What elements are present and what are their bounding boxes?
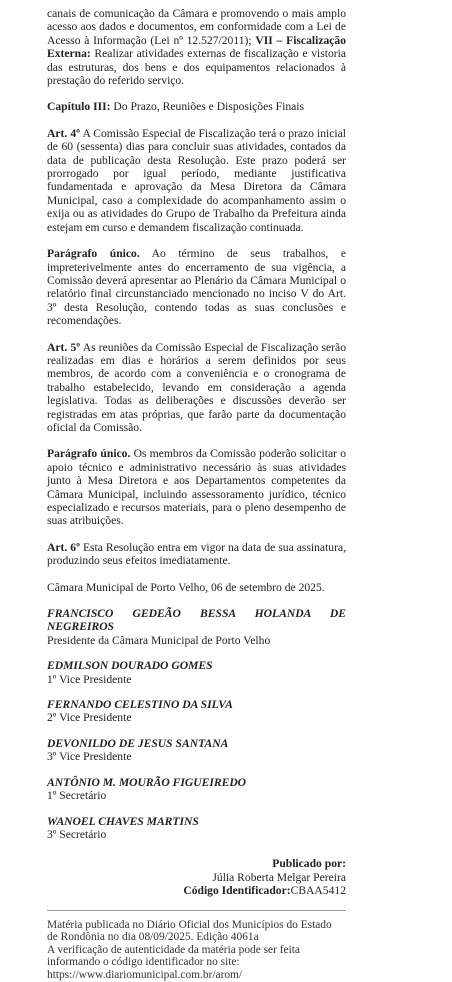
- footer-notice: [47, 919, 346, 982]
- article-5: [47, 341, 346, 435]
- place-date: Câmara Municipal de Porto Velho, 06 de setembro de 2025.: [47, 580, 325, 594]
- publication-info: [47, 857, 346, 897]
- identifier-code: CBAA5412: [290, 884, 346, 898]
- chapter-title: Do Prazo, Reuniões e Disposições Finais: [113, 100, 305, 114]
- footer-url: https://www.diariomunicipal.com.br/arom/: [47, 968, 243, 981]
- signatory-role: Presidente da Câmara Municipal de Porto Velho: [47, 633, 271, 647]
- article-5-text: As reuniões da Comissão Especial de Fiscalização serão realizadas em dias e horários a serem definidos por seus membros, de acordo com a conveniência e o cronograma de trabalho estabelecido, levando em consideração a agenda legislativa. Todas as deliberações e discussões deverão ser registradas em atas próprias, que farão parte da documentação oficial da Comissão.: [47, 340, 346, 434]
- vii-label: VII – Fiscalização Externa:: [47, 33, 347, 61]
- article-4-text: A Comissão Especial de Fiscalização terá o prazo inicial de 60 (sessenta) dias para concluir suas atividades, contados da data de publicação desta Resolução. Este prazo poderá ser prorrogado por igual período, mediante justificativa fundamentada e aprovação da Mesa Diretora da Câmara Municipal, caso a complexidade do acompanhamento assim o exija ou as atividades do Grupo de Trabalho da Prefeitura ainda estejam em curso e demandem fiscalização continuada.: [47, 126, 346, 234]
- chapter-label: Capítulo III:: [47, 100, 111, 114]
- signatory-role: 3º Secretário: [47, 827, 107, 841]
- intro-paragraph: [47, 7, 346, 87]
- document-page: [47, 7, 346, 982]
- article-4-label: Art. 4º: [47, 126, 80, 140]
- signature-block: [47, 698, 346, 725]
- article-5-label: Art. 5º: [47, 340, 81, 354]
- signatory-name: FRANCISCO GEDEÃO BESSA HOLANDA DE: [47, 607, 346, 621]
- signatory-role: 1º Secretário: [47, 789, 107, 803]
- intro-text: canais de comunicação da Câmara e promovendo o mais amplo acesso aos dados e documentos, em conformidade com a Lei de Acesso à Informação (Lei nº 12.527/2011);: [47, 7, 346, 47]
- vii-text: Realizar atividades externas de fiscalização e vistoria das estruturas, dos bens e dos equipamentos relacionados à prestação do referido serviço.: [47, 47, 346, 88]
- footer-line: A verificação de autenticidade da matéria pode ser feita: [47, 943, 300, 956]
- article-4: [47, 127, 346, 234]
- publisher-name: Júlia Roberta Melgar Pereira: [212, 870, 346, 884]
- signatory-name-continued: NEGREIROS: [47, 620, 115, 634]
- signature-block: [47, 659, 346, 686]
- signature-block: [47, 815, 346, 842]
- article-6-text: Esta Resolução entra em vigor na data de sua assinatura, produzindo seus efeitos imediatamente.: [47, 540, 346, 568]
- footer-line: Matéria publicada no Diário Oficial dos Municípios do Estado: [47, 918, 332, 931]
- paragraph-label: Parágrafo único.: [47, 247, 140, 261]
- signatory-name: WANOEL CHAVES MARTINS: [47, 814, 199, 828]
- footer-line: de Rondônia no dia 08/09/2025. Edição 4061a: [47, 931, 259, 944]
- published-by-label: Publicado por:: [272, 857, 346, 871]
- signature-block: [47, 737, 346, 764]
- signatory-name: ANTÔNIO M. MOURÃO FIGUEIREDO: [47, 775, 247, 789]
- signatory-name: DEVONILDO DE JESUS SANTANA: [47, 736, 229, 750]
- identifier-line: [47, 884, 346, 897]
- chapter-heading: [47, 100, 346, 113]
- article-5-paragraph: [47, 447, 346, 527]
- identifier-label: Código Identificador:: [183, 884, 291, 898]
- footer-divider: [47, 910, 346, 911]
- article-4-paragraph: [47, 247, 346, 327]
- paragraph-label: Parágrafo único.: [47, 447, 131, 461]
- signatory-name: FERNANDO CELESTINO DA SILVA: [47, 698, 233, 712]
- signatory-role: 1º Vice Presidente: [47, 672, 132, 686]
- paragraph-text: Ao término de seus trabalhos, e impreterivelmente antes do encerramento de sua vigência, a Comissão deverá apresentar ao Plenário da Câmara Municipal o relatório final circunstanciado mencionado no inciso V do Art. 3º desta Resolução, contendo todas as suas conclusões e recomendações.: [47, 247, 346, 328]
- article-6-label: Art. 6º: [47, 540, 80, 554]
- signature-block: [47, 607, 346, 647]
- footer-line: informando o código identificador no site:: [47, 956, 240, 969]
- paragraph-text: Os membros da Comissão poderão solicitar o apoio técnico e administrativo necessário às suas atividades junto à Mesa Diretora e aos Departamentos competentes da Câmara Municipal, incluindo assessoramento jurídico, técnico especializado e recursos materiais, para o pleno desempenho de suas atribuições.: [47, 447, 346, 528]
- signature-block: [47, 776, 346, 803]
- signatory-name: EDMILSON DOURADO GOMES: [47, 659, 213, 673]
- signatory-role: 3º Vice Presidente: [47, 750, 132, 764]
- article-6: [47, 541, 346, 568]
- signatory-role: 2º Vice Presidente: [47, 711, 132, 725]
